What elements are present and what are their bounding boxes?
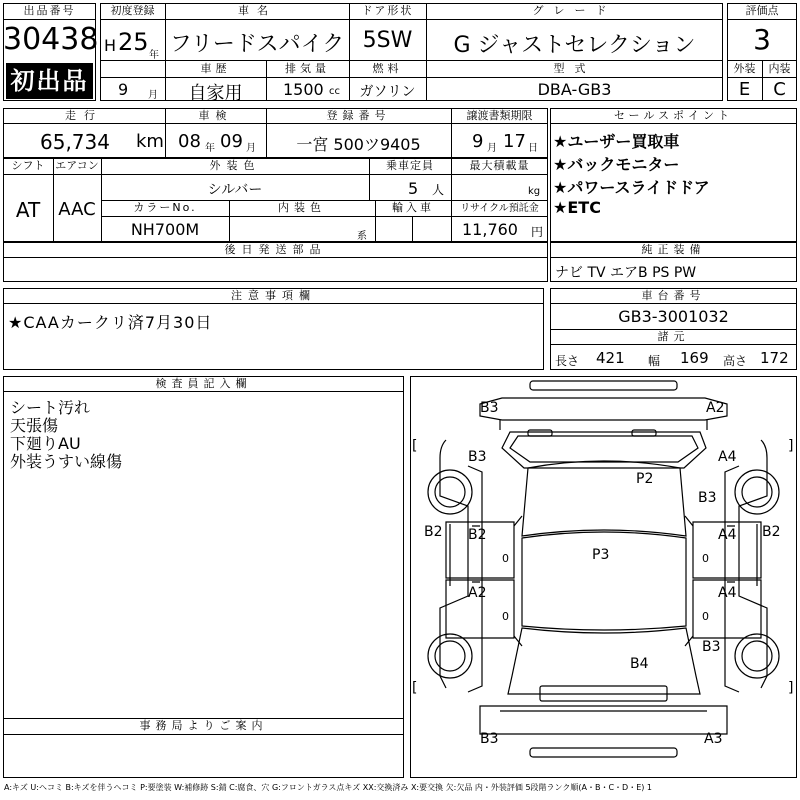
inspection-year: 08 xyxy=(178,131,201,152)
transfer-label: 譲渡書類期限 xyxy=(466,109,533,122)
exterior-label: 外装 xyxy=(733,62,756,75)
damage-code: B3 xyxy=(480,731,499,747)
fuel-label: 燃料 xyxy=(372,62,403,75)
transfer-day: 17 xyxy=(503,131,526,152)
damage-code: A2 xyxy=(706,400,725,416)
inspector-line: 天張傷 xyxy=(10,416,59,435)
inspection-label: 車検 xyxy=(198,109,233,122)
damage-code: B4 xyxy=(630,656,649,672)
grade: G ジャストセレクション xyxy=(453,33,696,58)
small-zero-mark: 0 xyxy=(502,552,509,565)
model: DBA-GB3 xyxy=(537,80,612,99)
inspector-line: シート汚れ xyxy=(10,398,91,417)
transfer-month-unit: 月 xyxy=(487,143,497,154)
inspector-line: 外装うすい線傷 xyxy=(10,452,123,471)
transfer-month: 9 xyxy=(472,131,484,152)
bracket-left: [ xyxy=(412,680,418,696)
interior-grade: C xyxy=(773,79,786,100)
shift: AT xyxy=(15,198,41,222)
load-unit: kg xyxy=(528,186,541,197)
notes-text: ★CAAカークリ済7月30日 xyxy=(8,313,213,332)
score-label: 評価点 xyxy=(745,4,779,17)
first-listing-badge xyxy=(6,63,93,99)
damage-code: P3 xyxy=(592,547,610,563)
int-color-label: 内装色 xyxy=(278,201,326,214)
damage-code: A4 xyxy=(718,449,737,465)
width-label: 幅 xyxy=(648,354,661,368)
damage-code: P2 xyxy=(636,471,654,487)
car-outline-diagram xyxy=(410,376,797,778)
model-label: 型式 xyxy=(553,62,596,75)
first-reg-era: H xyxy=(104,36,117,55)
grade-label: グレード xyxy=(532,4,617,17)
door-label: ドア形状 xyxy=(361,4,414,17)
score: 3 xyxy=(753,23,771,56)
reg-no-label: 登録番号 xyxy=(326,109,391,122)
shift-label: シフト xyxy=(11,159,45,172)
chassis-label: 車台番号 xyxy=(641,289,706,302)
later-parts-label: 後日発送部品 xyxy=(224,243,327,256)
mileage: 65,734 xyxy=(40,130,110,154)
displacement: 1500 xyxy=(283,80,324,99)
first-reg-month-unit: 月 xyxy=(148,90,158,101)
ext-color: シルバー xyxy=(207,182,263,198)
legend-footnote: A:キズ U:ヘコミ B:キズを伴うヘコミ P:要塗装 W:補修跡 S:錆 C:腐食、穴 G:フロントガラス点キズ XX:交換済み X:要交換 欠:欠品 内・外装評価 5段階ランク順(A・B・C・D・E) 1 xyxy=(4,783,653,792)
small-zero-mark: 0 xyxy=(702,610,709,623)
chassis-number: GB3-3001032 xyxy=(618,307,729,326)
damage-code: A4 xyxy=(718,527,737,543)
first-reg-year-unit: 年 xyxy=(149,50,159,61)
damage-code: B2 xyxy=(762,524,781,540)
damage-code: A2 xyxy=(468,585,487,601)
first-reg-label: 初度登録 xyxy=(110,4,155,17)
mileage-unit: km xyxy=(136,131,164,152)
damage-code: B2 xyxy=(424,524,443,540)
int-color-unit: 系 xyxy=(357,231,367,242)
ac-label: エアコン xyxy=(55,159,99,172)
lot-number-label: 出品番号 xyxy=(23,4,76,17)
recycle-unit: 円 xyxy=(531,225,544,239)
bracket-left: [ xyxy=(412,438,418,454)
displacement-unit: cc xyxy=(329,86,340,97)
small-zero-mark: 0 xyxy=(502,610,509,623)
mileage-label: 走行 xyxy=(65,109,103,122)
first-reg-year: 25 xyxy=(118,28,149,56)
bracket-right: ] xyxy=(788,680,794,696)
width: 169 xyxy=(680,349,709,367)
door-type: 5SW xyxy=(362,28,413,53)
inspection-month-unit: 月 xyxy=(246,143,256,154)
interior-label: 内装 xyxy=(768,62,791,75)
damage-code: B3 xyxy=(468,449,487,465)
exterior-grade: E xyxy=(738,79,751,100)
damage-code: B3 xyxy=(702,639,721,655)
sales-point-item: ★ユーザー買取車 xyxy=(553,132,680,151)
equipment-label: 純正装備 xyxy=(641,243,706,256)
fuel: ガソリン xyxy=(359,84,416,100)
sales-point-item: ★バックモニター xyxy=(553,155,680,174)
sales-point-item: ★ETC xyxy=(553,198,601,217)
recycle-label: リサイクル預託金 xyxy=(460,203,539,214)
length-label: 長さ xyxy=(555,354,580,368)
sales-points-label: セールスポイント xyxy=(613,109,733,122)
inspector-label: 検査員記入欄 xyxy=(155,377,252,390)
capacity: 5 xyxy=(408,179,419,198)
damage-code: B3 xyxy=(698,490,717,506)
office-label: 事務局よりご案内 xyxy=(139,719,268,732)
transfer-day-unit: 日 xyxy=(528,143,538,154)
notes-label: 注意事項欄 xyxy=(231,289,316,302)
history: 自家用 xyxy=(188,83,243,104)
damage-code: A4 xyxy=(718,585,737,601)
equipment-value: ナビ TV エアB PS PW xyxy=(555,265,697,281)
first-listing-text: 初出品 xyxy=(10,67,89,95)
recycle-fee: 11,760 xyxy=(462,220,518,239)
damage-code: A3 xyxy=(704,731,723,747)
inspection-month: 09 xyxy=(220,131,243,152)
color-no: NH700M xyxy=(130,220,200,239)
ac: AAC xyxy=(58,199,96,220)
inspection-year-unit: 年 xyxy=(205,143,215,154)
height: 172 xyxy=(760,349,789,367)
damage-code: B2 xyxy=(468,527,487,543)
damage-code: B3 xyxy=(480,400,499,416)
capacity-unit: 人 xyxy=(432,183,445,197)
color-no-label: カラーNo. xyxy=(133,201,197,214)
lot-number: 30438 xyxy=(3,22,99,57)
capacity-label: 乗車定員 xyxy=(386,159,434,172)
first-reg-month: 9 xyxy=(118,80,129,99)
registration-number: 一宮 500ツ9405 xyxy=(296,135,421,154)
length: 421 xyxy=(596,349,625,367)
load-label: 最大積載量 xyxy=(469,159,530,172)
displacement-label: 排気量 xyxy=(285,62,330,75)
import-label: 輸入車 xyxy=(392,201,434,214)
spec-label: 諸元 xyxy=(657,330,690,343)
car-name-label: 車名 xyxy=(238,4,276,17)
inspector-line: 下廻りAU xyxy=(10,434,81,453)
ext-color-label: 外装色 xyxy=(209,159,261,172)
height-label: 高さ xyxy=(723,354,748,368)
sales-point-item: ★パワースライドドア xyxy=(553,178,710,197)
car-name: フリードスパイク xyxy=(169,32,345,57)
small-zero-mark: 0 xyxy=(702,552,709,565)
bracket-right: ] xyxy=(788,438,794,454)
history-label: 車歴 xyxy=(200,62,231,75)
